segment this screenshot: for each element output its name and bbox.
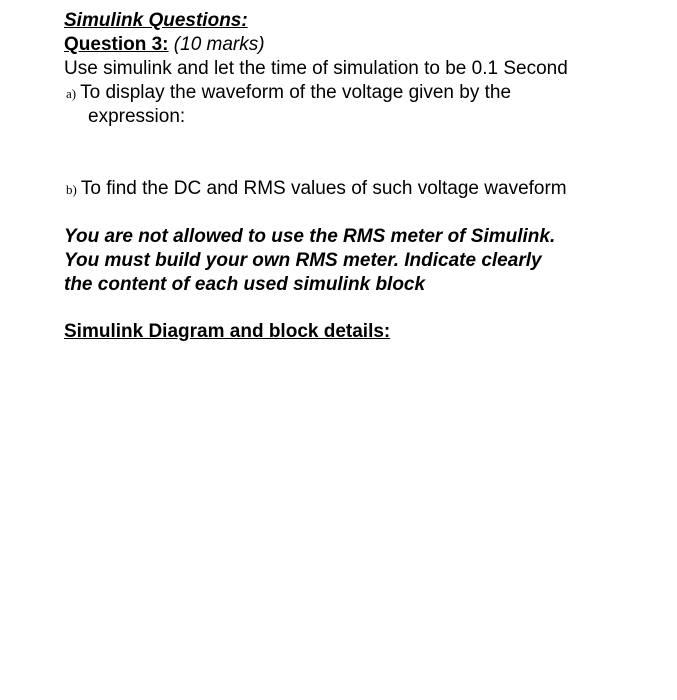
question-intro: Use simulink and let the time of simulation to be 0.1 Second (64, 58, 568, 79)
list-item-a (66, 82, 511, 105)
list-item-b-text: To find the DC and RMS values of such voltage waveform (80, 178, 567, 199)
list-marker-b: b) (66, 182, 77, 197)
list-marker-a: a) (66, 86, 77, 101)
question-label: Question 3: (64, 34, 169, 55)
question-heading (64, 34, 265, 56)
question-marks: (10 marks) (173, 34, 265, 55)
list-item-b (66, 178, 567, 201)
section-title: Simulink Questions: (64, 10, 248, 31)
note-line-1: You are not allowed to use the RMS meter of Simulink. (64, 226, 556, 247)
diagram-heading: Simulink Diagram and block details: (64, 321, 391, 342)
note-line-2: You must build your own RMS meter. Indicate clearly (64, 250, 542, 271)
list-item-a-continuation: expression: (88, 106, 186, 127)
note-line-3: the content of each used simulink block (64, 274, 426, 295)
list-item-a-text: To display the waveform of the voltage given by the (80, 82, 512, 103)
